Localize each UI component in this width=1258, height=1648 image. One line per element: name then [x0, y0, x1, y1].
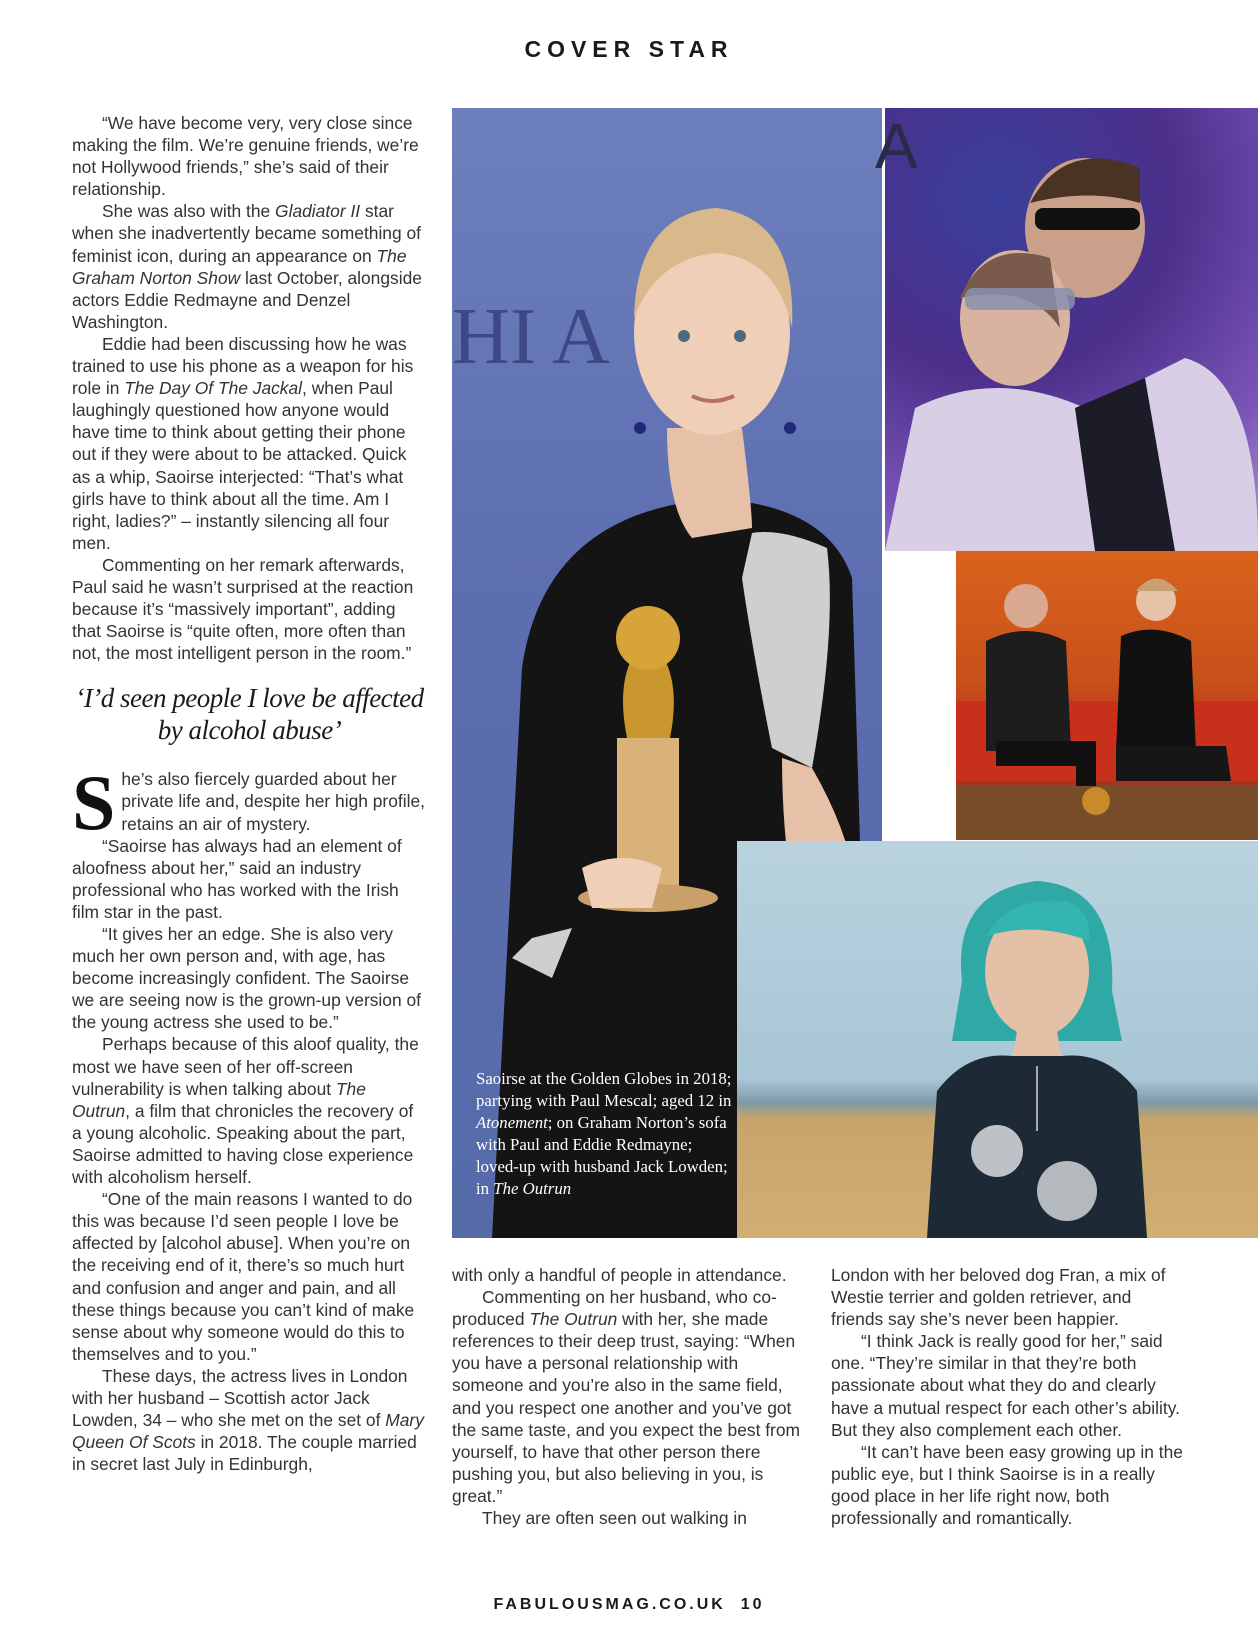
- paragraph: She was also with the Gladiator II star when she inadvertently became something of feminist icon, during an appearance on The Graham Norton Show last October, alongside actors Eddie Redmayne and Denzel Washington.: [72, 201, 422, 332]
- norton-illustration: [956, 551, 1258, 840]
- page-number: 10: [740, 1596, 765, 1613]
- paragraph: “Saoirse has always had an element of aloofness about her,” said an industry professional who has worked with the Irish film star in the past.: [72, 835, 402, 922]
- paragraph: Commenting on her remark afterwards, Paul said he wasn’t surprised at the reaction because it’s “massively important”, adding that Saoirse is “quite often, more often than not, the most intelligent person in the room.”: [72, 554, 414, 664]
- svg-text:HI A: HI A: [452, 293, 610, 381]
- svg-text:A: A: [875, 110, 918, 182]
- paragraph: London with her beloved dog Fran, a mix of Westie terrier and golden retriever, and friends say she’s never been happier.: [831, 1265, 1166, 1330]
- paragraph: “It gives her an edge. She is also very much her own person and, with age, has become increasingly confident. The Saoirse we are seeing now is the grown-up version of the young actress she used to be.”: [72, 924, 421, 1033]
- paragraph: “It can’t have been easy growing up in the public eye, but I think Saoirse is in a really good place in her life right now, both professionally and romantically.: [831, 1441, 1183, 1529]
- section-title: COVER STAR: [524, 36, 734, 62]
- page-footer: [0, 1596, 1258, 1614]
- footer-site: FABULOUSMAG.CO.UK: [493, 1596, 726, 1613]
- photo-party-paul-mescal: [875, 108, 1258, 551]
- article-column-2: [452, 1264, 808, 1529]
- drop-cap: S: [72, 759, 116, 847]
- article-column-1: [72, 112, 427, 1475]
- paragraph: “I think Jack is really good for her,” said one. “They’re similar in that they’re both passionate about what they do and clearly have a mutual respect for each other’s ability. But they also complement each other.: [831, 1331, 1180, 1440]
- paragraph: Perhaps because of this aloof quality, the most we have seen of her off-screen vulnerability is when talking about The Outrun, a film that chronicles the recovery of a young alcoholic. Speaking about the part, Saoirse admitted to having close experience with alcoholism herself.: [72, 1034, 419, 1188]
- paragraph: They are often seen out walking in: [482, 1508, 747, 1529]
- photo-caption: Saoirse at the Golden Globes in 2018; partying with Paul Mescal; aged 12 in Atonement; on Graham Norton’s sofa with Paul and Eddie Redmayne; loved-up with husband Jack Lowden; in The Outrun: [476, 1069, 732, 1198]
- photo-the-outrun: [737, 841, 1258, 1238]
- pull-quote: ‘I’d seen people I love be affected by alcohol abuse’: [75, 683, 424, 746]
- article-column-3: [831, 1264, 1186, 1529]
- photo-graham-norton-sofa: [956, 551, 1258, 840]
- party-illustration: [875, 108, 1258, 551]
- paragraph: “We have become very, very close since making the film. We’re genuine friends, we’re not Hollywood friends,” she’s said of their relationship.: [72, 113, 419, 200]
- paragraph: She’s also fiercely guarded about her private life and, despite her high profile, retains an air of mystery.: [72, 759, 425, 847]
- paragraph: with only a handful of people in attendance.: [452, 1265, 787, 1285]
- paragraph: These days, the actress lives in London with her husband – Scottish actor Jack Lowden, 34 – who she met on the set of Mary Queen Of Scots in 2018. The couple married in secret last July in Edinburgh,: [72, 1365, 424, 1475]
- paragraph: Commenting on her husband, who co-produced The Outrun with her, she made references to their deep trust, saying: “When you have a personal relationship with someone and you’re also in the same field, and you respect one another and you’ve got the same taste, and you expect the best from yourself, to have that other person there pushing you, but also believing in you, is great.”: [452, 1287, 801, 1506]
- paragraph: Eddie had been discussing how he was trained to use his phone as a weapon for his role in The Day Of The Jackal, when Paul laughingly questioned how anyone would have time to think about getting their phone out if they were about to be attacked. Quick as a whip, Saoirse interjected: “That’s what girls have to think about all the time. Am I right, ladies?” – instantly silencing all four men.: [72, 333, 414, 553]
- outrun-illustration: [737, 841, 1258, 1238]
- paragraph: “One of the main reasons I wanted to do this was because I’d seen people I love be affected by [alcohol abuse]. When you’re on the receiving end of it, there’s so much hurt and confusion and anger and pain, and all these things because you can’t kind of make sense about why someone would do this to themselves and to you.”: [72, 1189, 415, 1364]
